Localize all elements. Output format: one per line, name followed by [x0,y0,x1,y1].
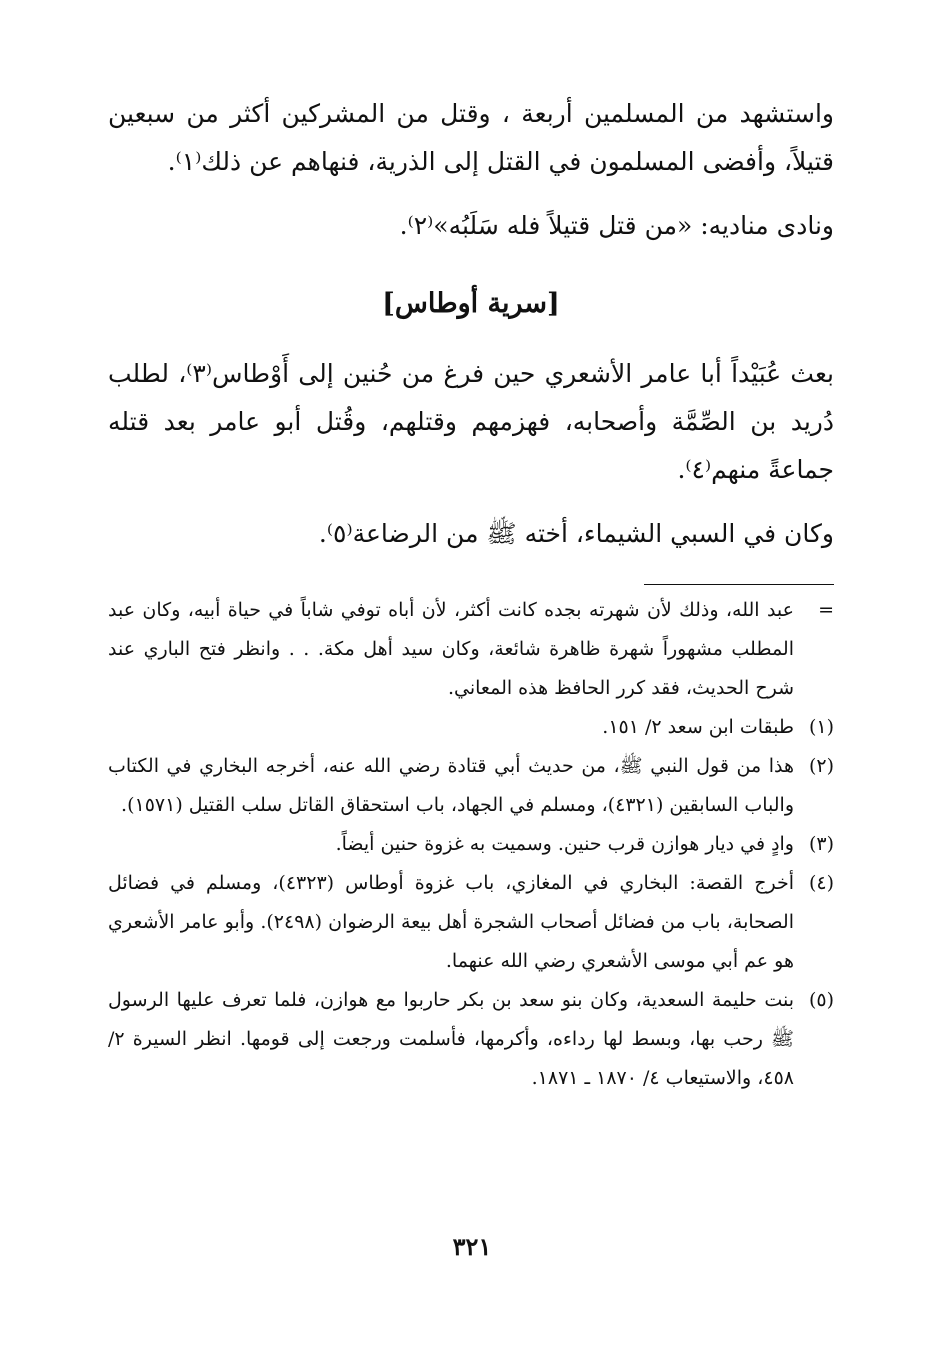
footnote-continuation [108,591,834,708]
footnote-text: عبد الله، وذلك لأن شهرته بجده كانت أكثر، لأن أباه توفي شاباً في حياة أبيه، وكان عبد المطلب مشهوراً شهرة ظاهرة شائعة، وكان سيد أهل مكة. . . وانظر فتح الباري عند شرح الحديث، فقد كرر الحافظ هذه المعاني. [108,599,794,699]
footnote-text: هذا من قول النبي ﷺ، من حديث أبي قتادة رضي الله عنه، أخرجه البخاري في الكتاب والباب السابقين (٤٣٢١)، ومسلم في الجهاد، باب استحقاق القاتل سلب القتيل (١٥٧١). [108,755,794,816]
footnote-4 [108,864,834,981]
footnote-marker: (٥) [808,989,834,1011]
footnote-2 [108,747,834,825]
footnotes [108,591,834,1098]
footnote-marker: (٢) [808,755,834,777]
footnote-marker: (٣) [808,833,834,855]
paragraph-awtas-expedition: بعث عُبَيْداً أبا عامر الأشعري حين فرغ من حُنين إلى أَوْطاس⁽٣⁾، لطلب دُريد بن الصِّمَّة وأصحابه، فهزمهم وقتلهم، وقُتل أبو عامر بعد قتله جماعةً منهم⁽٤⁾. [108,359,834,484]
continuation-marker: = [818,599,834,621]
paragraph-martyrs: واستشهد من المسلمين أربعة ، وقتل من المشركين أكثر من سبعين قتيلاً، وأفضى المسلمون في القتل إلى الذرية، فنهاهم عن ذلك⁽١⁾. [108,99,834,176]
footnote-marker: (٤) [808,872,834,894]
footnote-marker: (١) [808,716,834,738]
footnote-text: بنت حليمة السعدية، وكان بنو سعد بن بكر حاربوا مع هوازن، فلما تعرف عليها الرسول ﷺ رحب بها، وبسط لها رداءه، وأكرمها، فأسلمت ورجعت إلى قومها. انظر السيرة ٢/ ٤٥٨، والاستيعاب ٤/ ١٨٧٠ ـ ١٨٧١. [108,989,794,1089]
page-number: ٣٢١ [452,1232,492,1261]
paragraph-shaima: وكان في السبي الشيماء، أخته ﷺ من الرضاعة⁽٥⁾. [318,519,834,548]
paragraph-herald: ونادى مناديه: «من قتل قتيلاً فله سَلَبُه»⁽٢⁾. [399,211,834,240]
footnote-5 [108,981,834,1098]
section-heading: [سرية أوطاس] [382,288,560,319]
footnote-divider [644,584,834,585]
footnote-1 [108,708,834,747]
footnote-text: طبقات ابن سعد ٢/ ١٥١. [602,716,794,738]
footnote-3 [108,825,834,864]
footnote-text: وادٍ في ديار هوازن قرب حنين. وسميت به غزوة حنين أيضاً. [335,833,794,855]
footnote-text: أخرج القصة: البخاري في المغازي، باب غزوة أوطاس (٤٣٢٣)، ومسلم في فضائل الصحابة، باب من فضائل أصحاب الشجرة أهل بيعة الرضوان (٢٤٩٨). وأبو عامر الأشعري هو عم أبي موسى الأشعري رضي الله عنهما. [108,872,794,972]
main-text [108,90,834,558]
